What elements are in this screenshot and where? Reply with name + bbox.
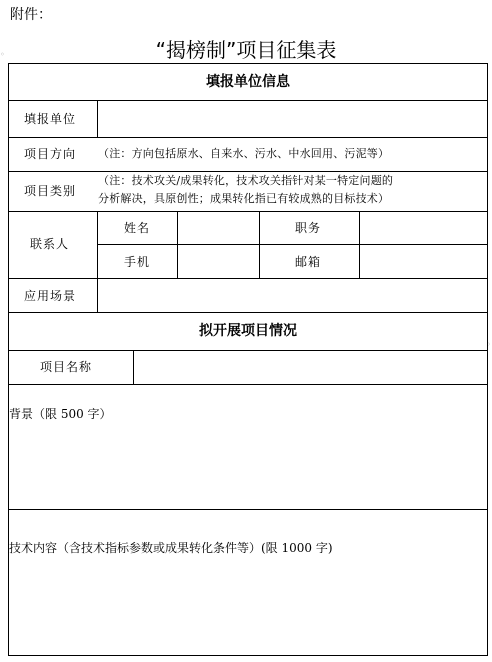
category-note-line1[interactable]: （注：技术攻关/成果转化，技术攻关指针对某一特定问题的 [98,174,394,187]
name-input[interactable] [178,212,258,244]
category-note-line2[interactable]: 分析解决，具原创性；成果转化指已有较成熟的目标技术） [98,192,390,205]
direction-label: 项目方向 [24,147,77,161]
direction-note[interactable]: （注：方向包括原水、自来水、污水、中水回用、污泥等） [98,147,390,160]
form-title: “揭榜制”项目征集表 [155,38,337,62]
section-heading-applicant: 填报单位信息 [206,74,290,90]
scenario-input[interactable] [98,279,487,312]
anchor-mark-right: ◦ [486,340,491,349]
background-label: 背景（限 500 字） [9,407,112,421]
position-label: 职务 [295,221,322,235]
name-label: 姓名 [124,221,151,235]
rule [259,211,260,278]
rule [8,509,488,510]
rule [97,211,98,278]
email-label: 邮箱 [295,255,322,269]
contact-label: 联系人 [30,237,70,251]
background-textarea[interactable] [9,424,487,508]
scenario-label: 应用场景 [24,289,77,303]
phone-label: 手机 [124,255,151,269]
project-name-input[interactable] [134,351,487,384]
org-label: 填报单位 [24,112,77,126]
rule [8,384,488,385]
category-label: 项目类别 [24,184,77,198]
attachment-label: 附件： [10,7,52,23]
project-name-label: 项目名称 [40,360,93,374]
email-input[interactable] [360,245,487,278]
tech-content-textarea[interactable] [9,558,487,654]
phone-input[interactable] [178,245,258,278]
tech-content-label: 技术内容（含技术指标参数或成果转化条件等）(限 1000 字) [9,541,333,555]
section-heading-project: 拟开展项目情况 [199,323,297,339]
rule [8,137,488,138]
position-input[interactable] [360,212,487,244]
anchor-mark-left: ◦ [0,50,5,59]
org-input[interactable] [98,101,487,136]
